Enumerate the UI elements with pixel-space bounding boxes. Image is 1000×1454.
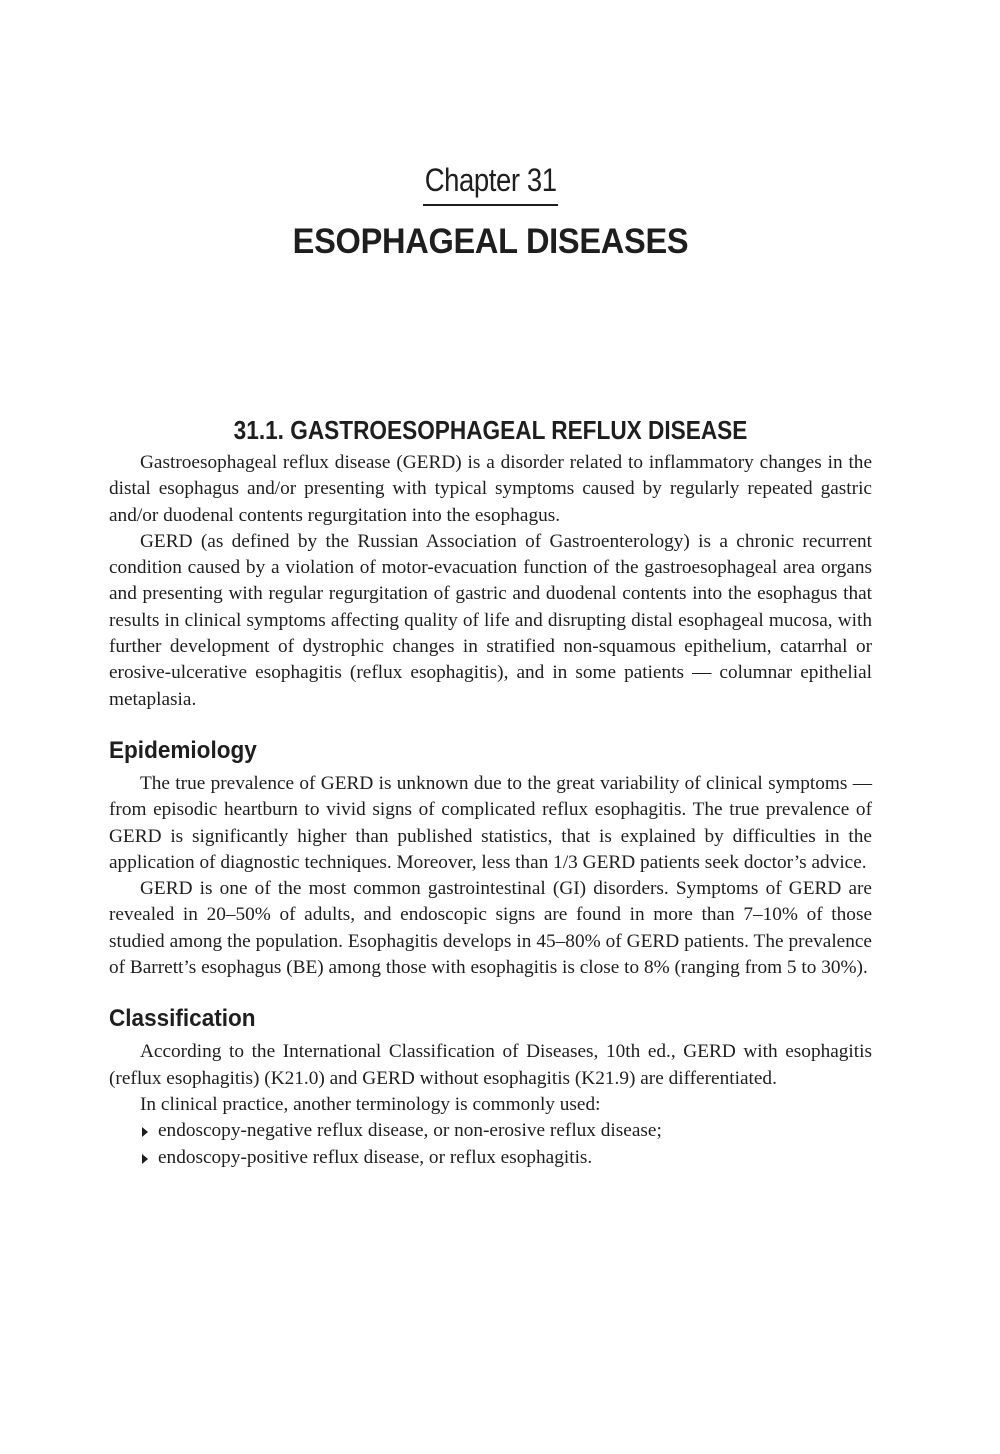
triangle-bullet-icon [142,1127,148,1137]
section-heading: 31.1. GASTROESOPHAGEAL REFLUX DISEASE [233,415,748,445]
chapter-header [109,160,872,264]
paragraph: According to the International Classification of Diseases, 10th ed., GERD with esophagitis (reflux esophagitis) (K21.0) and GERD without esophagitis (K21.9) are differentiated. [109,1041,872,1089]
chapter-content [109,410,872,1171]
triangle-bullet-icon [142,1154,148,1164]
classification-heading: Classification [109,1005,256,1033]
list-item-text: endoscopy-negative reflux disease, or non-erosive reflux disease; [158,1120,662,1142]
chapter-title: ESOPHAGEAL DISEASES [292,222,689,261]
list-item [109,1118,872,1144]
list-item-text: endoscopy-positive reflux disease, or reflux esophagitis. [158,1146,593,1168]
epidemiology-heading: Epidemiology [109,736,257,764]
paragraph: Gastroesophageal reflux disease (GERD) is a disorder related to inflammatory changes in the distal esophagus and/or presenting with typical symptoms caused by regularly repeated gastric and/or duodenal contents regurgitation into the esophagus. [109,452,872,526]
paragraph: The true prevalence of GERD is unknown due to the great variability of clinical symptoms — from episodic heartburn to vivid signs of complicated reflux esophagitis. The true prevalence of GERD is significantly higher than published statistics, that is explained by difficulties in the application of diagnostic techniques. Moreover, less than 1/3 GERD patients seek doctor’s advice. [109,772,872,873]
bullet-list [109,1118,872,1171]
paragraph: GERD (as defined by the Russian Association of Gastroenterology) is a chronic recurrent condition caused by a violation of motor-evacuation function of the gastroesophageal area organs and presenting with regular regurgitation of gastric and duodenal contents into the esophagus that results in clinical symptoms affecting quality of life and disrupting distal esophageal mucosa, with further development of dystrophic changes in stratified non-squamous epithelium, catarrhal or erosive-ulcerative esophagitis (reflux esophagitis), and in some patients — columnar epithelial metaplasia. [109,530,872,710]
list-item [109,1145,872,1171]
paragraph: GERD is one of the most common gastrointestinal (GI) disorders. Symptoms of GERD are revealed in 20–50% of adults, and endoscopic signs are found in more than 7–10% of those studied among the population. Esophagitis develops in 45–80% of GERD patients. The prevalence of Barrett’s esophagus (BE) among those with esophagitis is close to 8% (ranging from 5 to 30%). [109,878,872,979]
chapter-label: Chapter 31 [423,160,558,206]
paragraph: In clinical practice, another terminology is commonly used: [140,1093,601,1115]
